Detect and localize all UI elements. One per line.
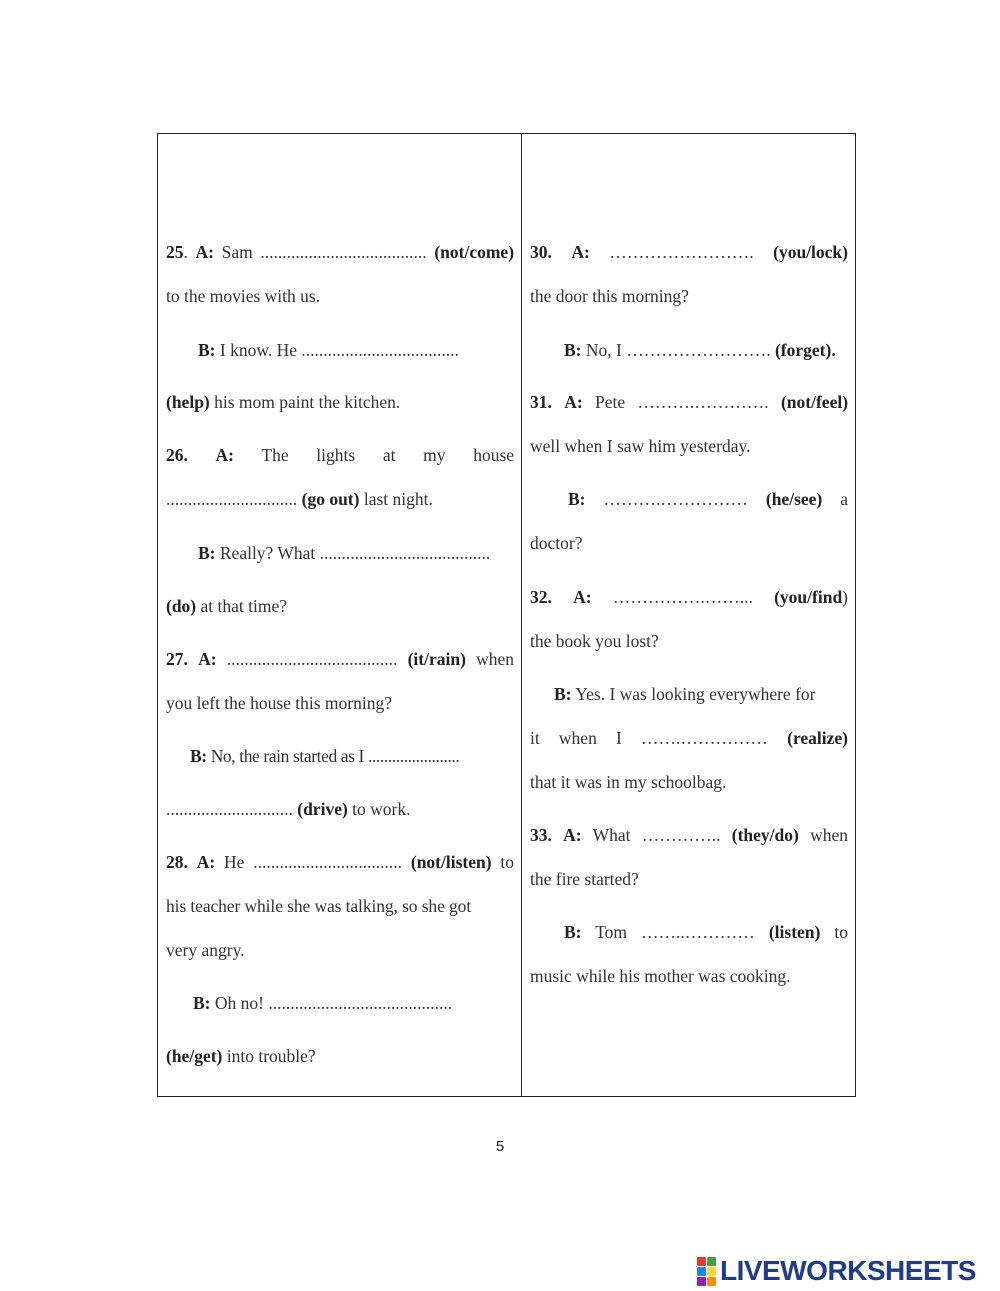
question-number: 31. — [530, 392, 552, 412]
speaker-a: A: — [571, 242, 590, 262]
question-number: 25 — [166, 242, 184, 262]
question-number: 30. — [530, 242, 552, 262]
verb-prompt: (do) — [166, 596, 197, 616]
q27-line-3: B: No, the rain started as I ....................... — [190, 746, 460, 766]
verb-prompt: (go out) — [301, 489, 360, 509]
verb-prompt: (not/listen) — [410, 852, 492, 872]
question-number: 32. — [530, 587, 552, 607]
q33-line-3: B: Tom ……..………… (listen) to — [564, 922, 848, 942]
speaker-a: A: — [563, 825, 582, 845]
q32-line-1: 32. A: …………….……... (you/find) — [530, 587, 848, 607]
verb-prompt: (not/feel) — [780, 392, 849, 412]
verb-prompt: (he/get) — [166, 1046, 223, 1066]
page-number: 5 — [495, 1138, 505, 1155]
q32-line-4: it when I …….…………… (realize) — [530, 728, 849, 748]
q32-line-5: that it was in my schoolbag. — [530, 772, 727, 792]
speaker-b: B: — [193, 993, 211, 1013]
q33-line-2: the fire started? — [530, 869, 639, 889]
liveworksheets-logo[interactable] — [697, 1256, 976, 1286]
speaker-b: B: — [564, 922, 582, 942]
q28-line-1: 28. A: He .................................. (not/listen) to — [166, 852, 515, 872]
speaker-a: A: — [198, 649, 217, 669]
column-divider — [521, 134, 522, 1096]
q33-line-4: music while his mother was cooking. — [530, 966, 791, 986]
verb-prompt: (they/do) — [731, 825, 799, 845]
q26-line-2: .............................. (go out) last night. — [166, 489, 433, 509]
speaker-a: A: — [564, 392, 583, 412]
q31-line-2: well when I saw him yesterday. — [530, 436, 751, 456]
speaker-a: A: — [573, 587, 592, 607]
speaker-a: A: — [195, 242, 214, 262]
q25-line-3: B: I know. He .................................... — [198, 340, 459, 360]
q25-line-2: to the movies with us. — [166, 286, 321, 306]
q25-line-4: (help) his mom paint the kitchen. — [166, 392, 401, 412]
q32-line-3: B: Yes. I was looking everywhere for — [554, 684, 816, 704]
q31-line-4: doctor? — [530, 533, 583, 553]
logo-square — [697, 1257, 706, 1266]
q28-line-3: very angry. — [166, 940, 245, 960]
speaker-b: B: — [554, 684, 572, 704]
logo-square — [697, 1267, 706, 1276]
q31-line-3: B: ……….…………… (he/see) a — [568, 489, 849, 509]
speaker-b: B: — [198, 340, 216, 360]
verb-prompt: (he/see) — [765, 489, 823, 509]
question-number: 28. — [166, 852, 188, 872]
q30-line-3: B: No, I ……………………. (forget). — [564, 340, 836, 360]
speaker-b: B: — [198, 543, 216, 563]
verb-prompt: (forget). — [774, 340, 836, 360]
q26-line-1: 26. A: The lights at my house — [166, 445, 515, 465]
speaker-b: B: — [190, 746, 207, 766]
verb-prompt: (you/find — [774, 587, 843, 607]
q33-line-1: 33. A: What ………….. (they/do) when — [530, 825, 848, 845]
verb-prompt: (help) — [166, 392, 210, 412]
q30-line-2: the door this morning? — [530, 286, 689, 306]
exercise-table — [157, 133, 856, 1097]
q31-line-1: 31. A: Pete ……….…………. (not/feel) — [530, 392, 849, 412]
q26-line-3: B: Really? What ....................................... — [198, 543, 491, 563]
speaker-b: B: — [568, 489, 586, 509]
logo-square — [697, 1277, 706, 1286]
verb-prompt: (it/rain) — [407, 649, 466, 669]
speaker-a: A: — [215, 445, 235, 465]
verb-prompt: (realize) — [787, 728, 849, 748]
q25-line-1: 25. A: Sam ...................................... (not/come) — [166, 242, 515, 262]
q28-line-2: his teacher while she was talking, so she got — [166, 896, 472, 916]
logo-square — [707, 1257, 716, 1266]
logo-text: LIVEWORKSHEETS — [720, 1255, 976, 1286]
verb-prompt: (you/lock) — [773, 242, 848, 262]
q27-line-2: you left the house this morning? — [166, 693, 393, 713]
speaker-a: A: — [196, 852, 216, 872]
speaker-b: B: — [564, 340, 582, 360]
q32-line-2: the book you lost? — [530, 631, 659, 651]
question-number: 27. — [166, 649, 188, 669]
q28-line-5: (he/get) into trouble? — [166, 1046, 316, 1066]
logo-squares-icon — [697, 1257, 716, 1286]
q27-line-1: 27. A: ....................................... (it/rain) when — [166, 649, 515, 669]
q28-line-4: B: Oh no! .......................................... — [193, 993, 453, 1013]
q27-line-4: ............................. (drive) to work. — [166, 799, 411, 819]
q26-line-4: (do) at that time? — [166, 596, 288, 616]
verb-prompt: (not/come) — [434, 242, 515, 262]
question-number: 26. — [166, 445, 188, 465]
logo-square — [707, 1277, 716, 1286]
verb-prompt: (drive) — [297, 799, 348, 819]
q30-line-1: 30. A: ……………………. (you/lock) — [530, 242, 848, 262]
logo-square — [707, 1267, 716, 1276]
verb-prompt: (listen) — [768, 922, 821, 942]
question-number: 33. — [530, 825, 552, 845]
